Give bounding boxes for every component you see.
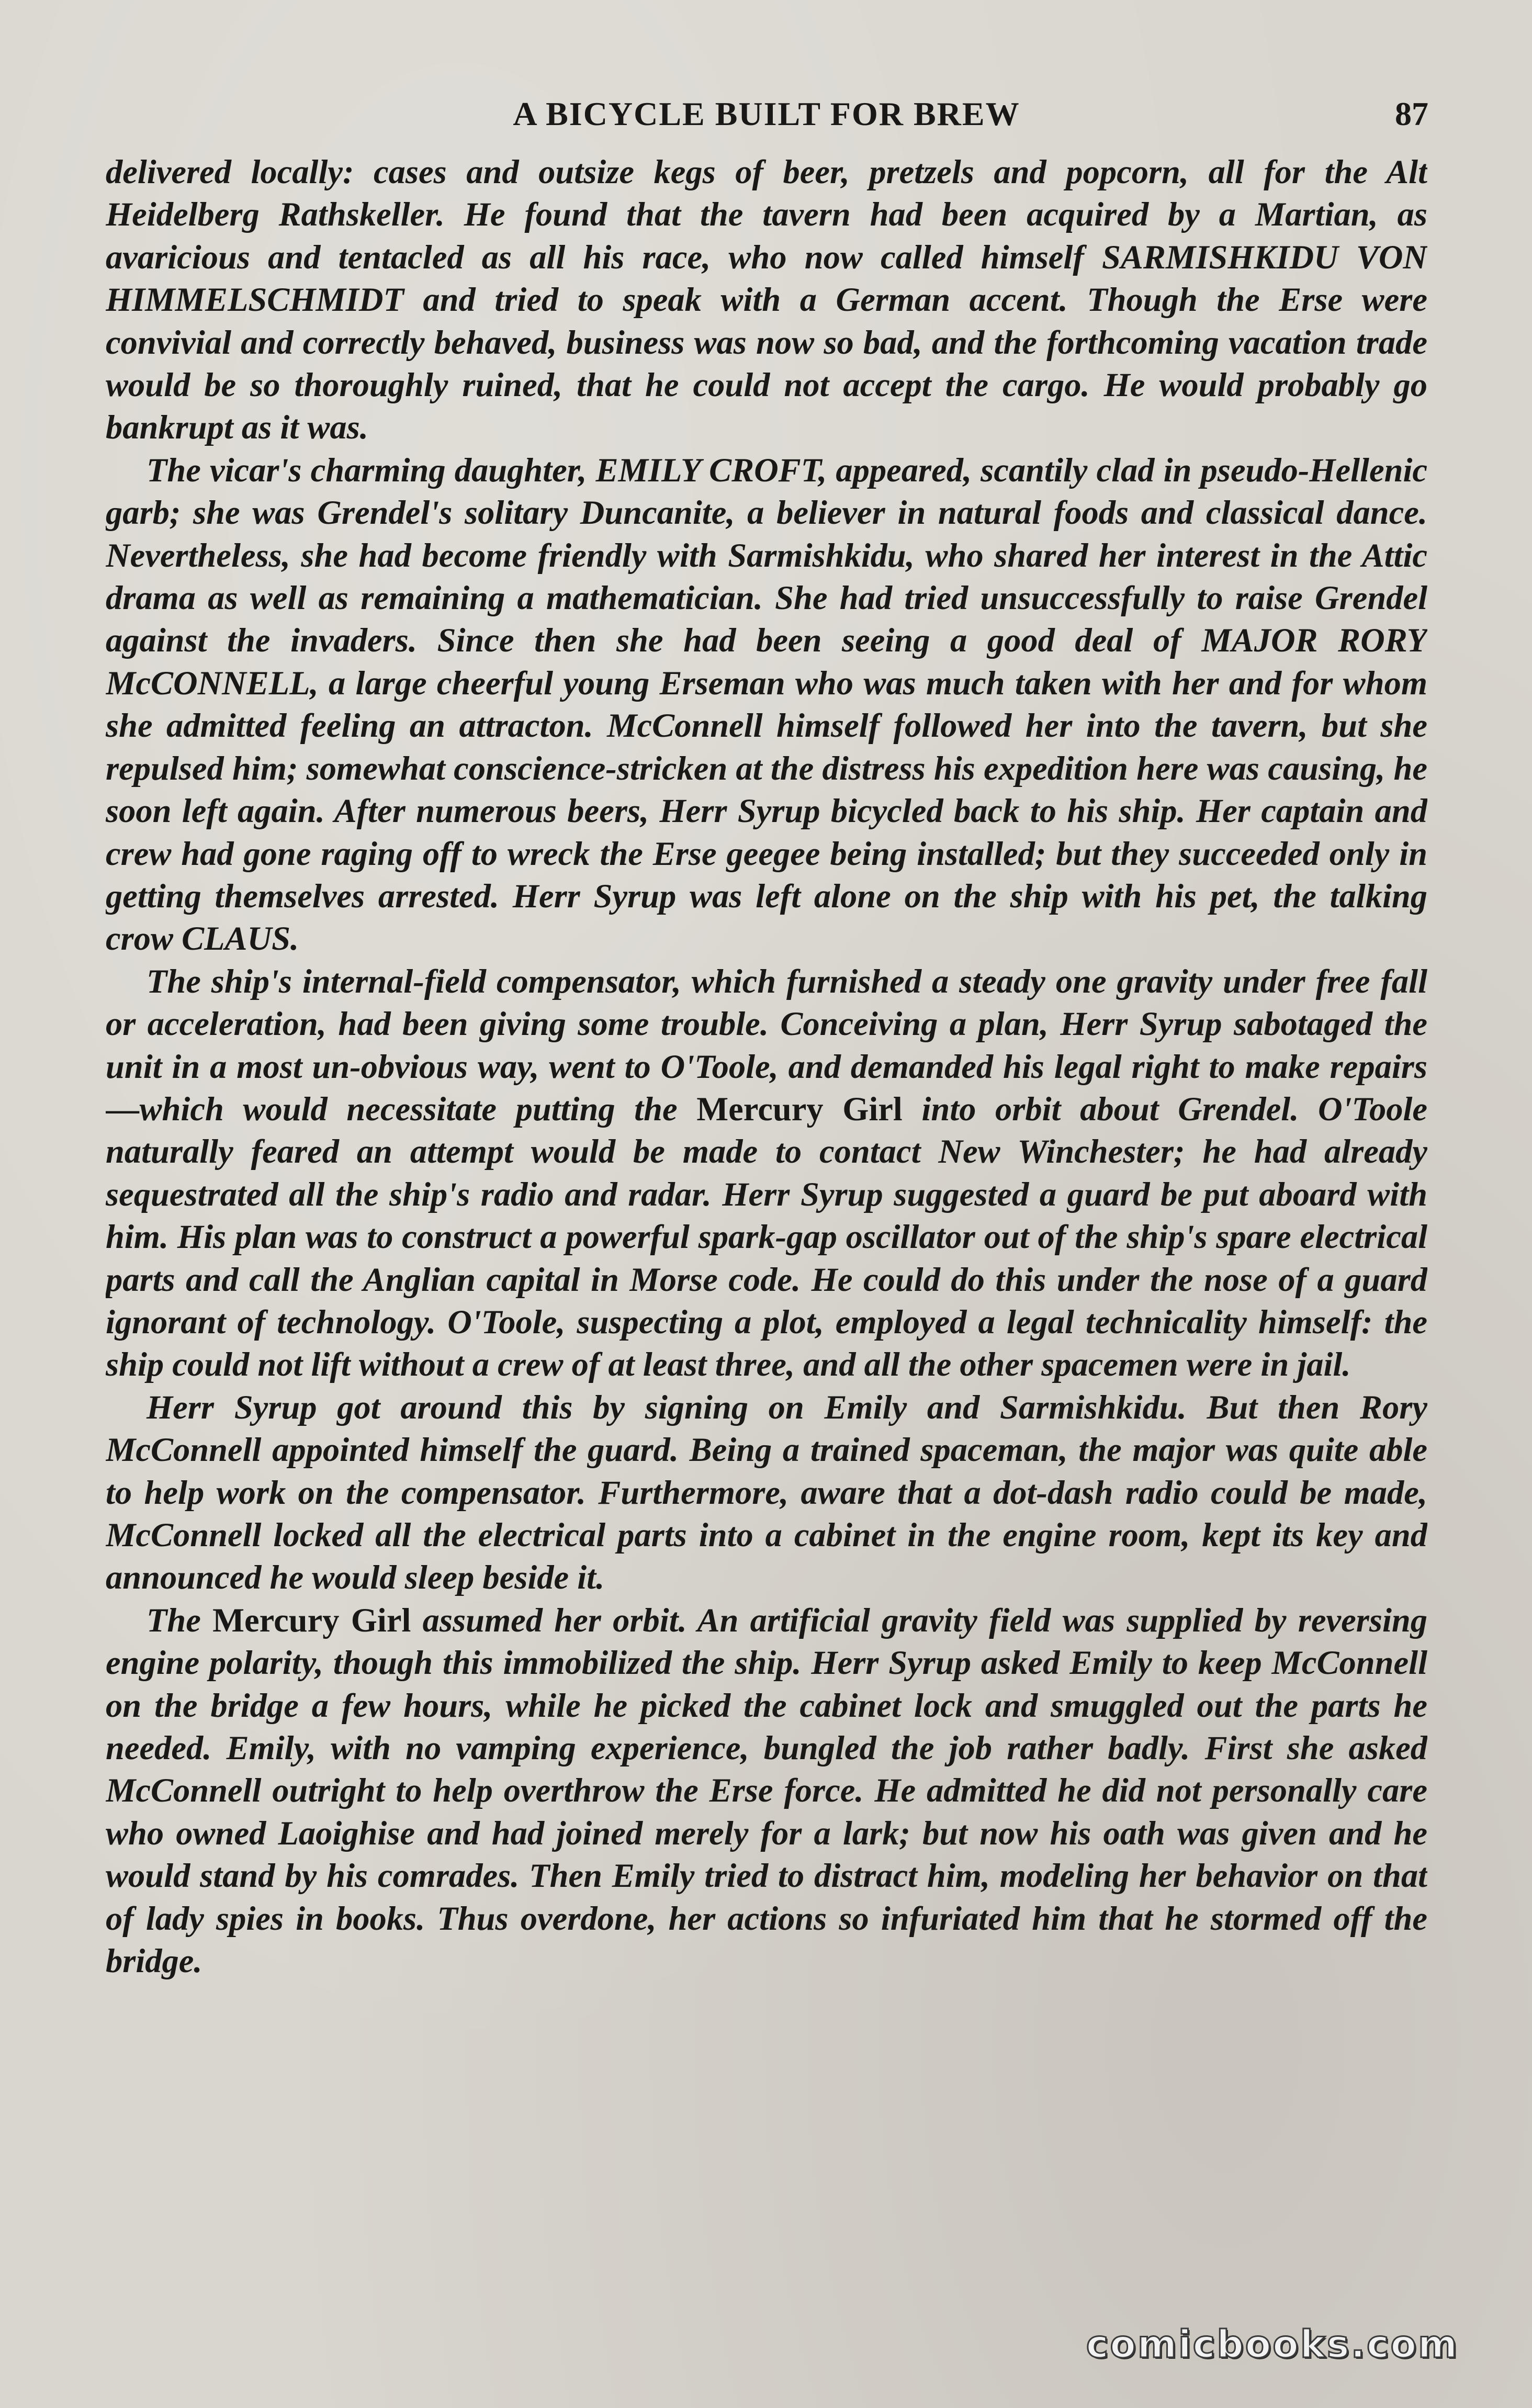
paragraph-text: The ship's internal-field compensator, which furnished a steady one gravity under free fall or acceleration, had been giving some trouble. Conceiving a plan, Herr Syrup sabotaged the unit in a most un-obvious way, went to O'Toole, and demanded his legal right to make repairs—which would necessitate putting the bbox=[106, 962, 1427, 1128]
running-head-title: A BICYCLE BUILT FOR BREW bbox=[513, 95, 1020, 132]
paragraph-4 bbox=[106, 1386, 1427, 1599]
paragraph-text: delivered locally: cases and outsize kegs of beer, pretzels and popcorn, all for the Alt Heidelberg Rathskeller. He found that the tavern had been acquired by a Martian, as avaricious and tentacled as all his race, who now called himself SARMISHKIDU VON HIMMELSCHMIDT and tried to speak with a German accent. Though the Erse were convivial and correctly behaved, business was now so bad, and the forthcoming vacation trade would be so thoroughly ruined, that he could not accept the cargo. He would probably go bankrupt as it was. bbox=[106, 153, 1427, 446]
page-number: 87 bbox=[1395, 95, 1428, 132]
paragraph-text: into orbit about Grendel. O'Toole naturally feared an attempt would be made to contact New Winchester; he had already sequestrated all the ship's radio and radar. Herr Syrup suggested a guard be put aboard with him. His plan was to construct a powerful spark-gap oscillator out of the ship's spare electrical parts and call the Anglian capital in Morse code. He could do this under the nose of a guard ignorant of technology. O'Toole, suspecting a plot, employed a legal technicality himself: the ship could not lift without a crew of at least three, and all the other spacemen were in jail. bbox=[106, 1090, 1427, 1383]
paragraph-5 bbox=[106, 1599, 1427, 1983]
paragraph-text: The bbox=[147, 1601, 213, 1639]
paragraph-text: The vicar's charming daughter, EMILY CROFT, appeared, scantily clad in pseudo-Hellenic garb; she was Grendel's solitary Duncanite, a believer in natural foods and classical dance. Nevertheless, she had become friendly with Sarmishkidu, who shared her interest in the Attic drama as well as remaining a mathematician. She had tried unsuccessfully to raise Grendel against the invaders. Since then she had been seeing a good deal of MAJOR RORY McCONNELL, a large cheerful young Erseman who was much taken with her and for whom she admitted feeling an attracton. McConnell himself followed her into the tavern, but she repulsed him; somewhat conscience-stricken at the distress his expedition here was causing, he soon left again. After numerous beers, Herr Syrup bicycled back to his ship. Her captain and crew had gone raging off to wreck the Erse geegee being installed; but they succeeded only in getting themselves arrested. Herr Syrup was left alone on the ship with his pet, the talking crow CLAUS. bbox=[106, 451, 1427, 958]
paragraph-1 bbox=[106, 151, 1427, 449]
paragraph-3 bbox=[106, 960, 1427, 1386]
paragraph-text: assumed her orbit. An artificial gravity field was supplied by reversing engine polarity, though this immobilized the ship. Herr Syrup asked Emily to keep McConnell on the bridge a few hours, while he picked the cabinet lock and smuggled out the parts he needed. Emily, with no vamping experience, bungled the job rather badly. First she asked McConnell outright to help overthrow the Erse force. He admitted he did not personally care who owned Laoighise and had joined merely for a lark; but now his oath was given and he would stand by his comrades. Then Emily tried to distract him, modeling her behavior on that of lady spies in books. Thus overdone, her actions so infuriated him that he stormed off the bridge. bbox=[106, 1601, 1427, 1980]
ship-name-roman: Mercury Girl bbox=[212, 1601, 411, 1639]
body-text bbox=[106, 151, 1427, 2286]
ship-name-roman: Mercury Girl bbox=[696, 1090, 903, 1128]
paragraph-text: Herr Syrup got around this by signing on Emily and Sarmishkidu. But then Rory McConnell appointed himself the guard. Being a trained spaceman, the major was quite able to help work on the compensator. Furthermore, aware that a dot-dash radio could be made, McConnell locked all the electrical parts into a cabinet in the engine room, kept its key and announced he would sleep beside it. bbox=[106, 1388, 1427, 1596]
paragraph-2 bbox=[106, 449, 1427, 960]
running-head bbox=[105, 88, 1428, 140]
watermark-logo: comicbooks.com bbox=[1086, 2322, 1459, 2366]
